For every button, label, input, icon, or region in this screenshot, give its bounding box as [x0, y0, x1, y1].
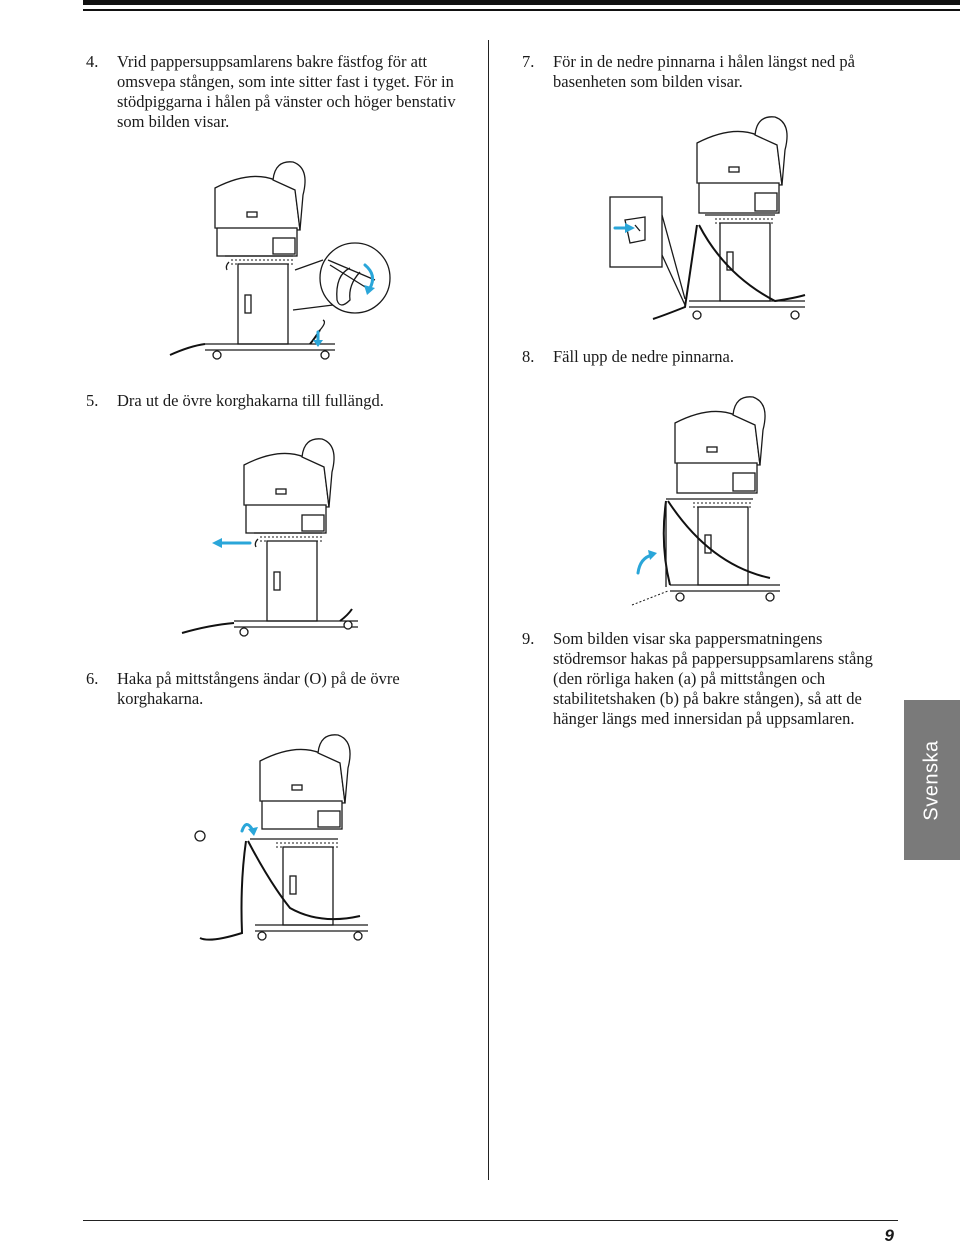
header-rule-thin	[83, 9, 960, 11]
page-number: 9	[884, 1226, 894, 1245]
step-text: Dra ut de övre korghakarna till fullängd.	[117, 391, 384, 410]
step-number: 8.	[522, 347, 535, 366]
step-text: Vrid pappersuppsamlarens bakre fästfog för att omsvepa stången, som inte sitter fast i tyget. För in stödpiggarna i hålen på vänster och höger benstativ som bilden visar.	[117, 52, 456, 131]
step-7	[522, 52, 898, 92]
step-text: För in de nedre pinnarna i hålen längst ned på basenheten som bilden visar.	[553, 52, 855, 91]
step-4	[86, 52, 476, 132]
step-text: Haka på mittstångens ändar (O) på de övre korghakarna.	[117, 669, 400, 708]
step-number: 6.	[86, 669, 99, 688]
step-6	[86, 669, 466, 709]
step-text: Som bilden visar ska pappersmatningens stödremsor hakas på pappersuppsamlarens stång (den rörliga haken (a) på mittstången och stabilitetshaken (b) på bakre stången), så att de hänger längs med innersidan på uppsamlaren.	[553, 629, 873, 728]
step-number: 4.	[86, 52, 99, 71]
column-divider	[488, 40, 489, 1180]
footer-rule	[83, 1220, 898, 1221]
language-tab-label: Svenska	[920, 739, 943, 821]
figure-step-4	[165, 160, 385, 365]
step-8	[522, 347, 898, 367]
step-number: 7.	[522, 52, 535, 71]
figure-step-6	[180, 733, 390, 948]
step-text: Fäll upp de nedre pinnarna.	[553, 347, 734, 366]
header-rule-thick	[83, 0, 960, 5]
step-5	[86, 391, 476, 411]
language-tab	[904, 700, 960, 860]
figure-step-5	[180, 437, 380, 637]
figure-step-7	[605, 115, 825, 330]
step-number: 5.	[86, 391, 99, 410]
step-9	[522, 629, 898, 729]
step-number: 9.	[522, 629, 535, 648]
figure-step-8	[630, 395, 790, 610]
